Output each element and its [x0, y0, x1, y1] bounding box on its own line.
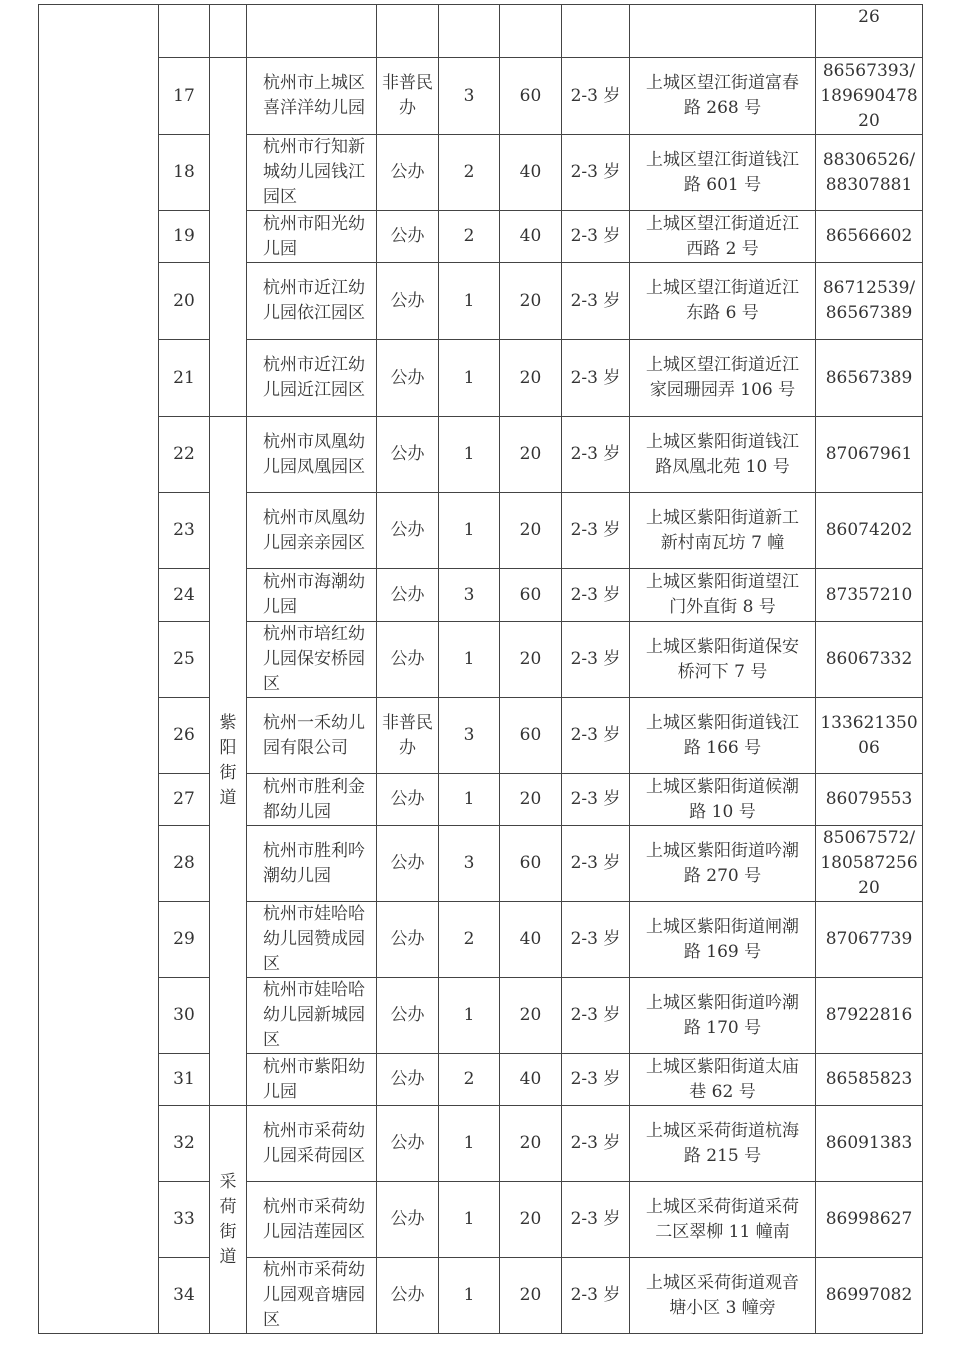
row-number: 23: [159, 493, 210, 569]
kindergarten-name: 杭州市紫阳幼儿园: [247, 1054, 377, 1106]
kindergarten-name: 杭州一禾幼儿园有限公司: [247, 698, 377, 774]
row-number: 33: [159, 1182, 210, 1258]
age-range: 2-3 岁: [562, 135, 630, 211]
class-count: 2: [439, 902, 500, 978]
type-cell: [377, 5, 439, 58]
table-row: [39, 1106, 923, 1182]
kindergarten-table: [38, 4, 923, 1334]
no-cell: [159, 5, 210, 58]
row-number: 24: [159, 569, 210, 622]
seat-count: 40: [500, 211, 562, 263]
table-row: [39, 135, 923, 211]
row-number: 32: [159, 1106, 210, 1182]
table-row: [39, 417, 923, 493]
seat-count: 60: [500, 826, 562, 902]
phone-number: 87357210: [816, 569, 923, 622]
school-type: 公办: [377, 1258, 439, 1334]
class-count: 1: [439, 340, 500, 417]
address-cell: [630, 5, 816, 58]
phone-cell: 26: [816, 5, 923, 58]
school-type: 公办: [377, 774, 439, 826]
address: 上城区望江街道近江家园珊园弄 106 号: [630, 340, 816, 417]
school-type: 公办: [377, 340, 439, 417]
address: 上城区望江街道近江西路 2 号: [630, 211, 816, 263]
row-number: 25: [159, 622, 210, 698]
age-range: 2-3 岁: [562, 774, 630, 826]
phone-number: 86712539/86567389: [816, 263, 923, 340]
address: 上城区望江街道近江东路 6 号: [630, 263, 816, 340]
age-range: 2-3 岁: [562, 493, 630, 569]
phone-number: 13362135006: [816, 698, 923, 774]
phone-number: 86091383: [816, 1106, 923, 1182]
school-type: 公办: [377, 826, 439, 902]
table-row: [39, 978, 923, 1054]
kindergarten-name: 杭州市娃哈哈幼儿园赞成园区: [247, 902, 377, 978]
school-type: 公办: [377, 263, 439, 340]
age-range: 2-3 岁: [562, 211, 630, 263]
class-count: 2: [439, 211, 500, 263]
table-row: [39, 1258, 923, 1334]
age-range: 2-3 岁: [562, 417, 630, 493]
class-count: 1: [439, 1182, 500, 1258]
phone-number: 86998627: [816, 1182, 923, 1258]
age-range: 2-3 岁: [562, 1258, 630, 1334]
seat-count: 40: [500, 135, 562, 211]
class-count: 1: [439, 417, 500, 493]
table-row: [39, 263, 923, 340]
kindergarten-name: 杭州市海潮幼儿园: [247, 569, 377, 622]
name-cell: [247, 5, 377, 58]
class-count: 1: [439, 774, 500, 826]
age-range: 2-3 岁: [562, 58, 630, 135]
seat-count: 60: [500, 698, 562, 774]
row-number: 30: [159, 978, 210, 1054]
kindergarten-name: 杭州市娃哈哈幼儿园新城园区: [247, 978, 377, 1054]
seat-count: 20: [500, 340, 562, 417]
seat-count: 20: [500, 1258, 562, 1334]
table-row-continued: [39, 5, 923, 58]
row-number: 18: [159, 135, 210, 211]
table-row: [39, 569, 923, 622]
table-row: [39, 902, 923, 978]
school-type: 公办: [377, 417, 439, 493]
district-cell: [39, 5, 159, 1334]
class-count: 1: [439, 1106, 500, 1182]
age-range: 2-3 岁: [562, 340, 630, 417]
age-cell: [562, 5, 630, 58]
row-number: 29: [159, 902, 210, 978]
table-row: [39, 493, 923, 569]
age-range: 2-3 岁: [562, 1054, 630, 1106]
seat-count: 20: [500, 493, 562, 569]
phone-number: 86585823: [816, 1054, 923, 1106]
address: 上城区紫阳街道闸潮路 169 号: [630, 902, 816, 978]
phone-number: 86074202: [816, 493, 923, 569]
seat-count: 20: [500, 1106, 562, 1182]
address: 上城区望江街道钱江路 601 号: [630, 135, 816, 211]
phone-number: 86067332: [816, 622, 923, 698]
seat-count: 40: [500, 1054, 562, 1106]
school-type: 非普民办: [377, 58, 439, 135]
class-count: 2: [439, 135, 500, 211]
row-number: 26: [159, 698, 210, 774]
class-count: 3: [439, 698, 500, 774]
address: 上城区紫阳街道新工新村南瓦坊 7 幢: [630, 493, 816, 569]
row-number: 17: [159, 58, 210, 135]
age-range: 2-3 岁: [562, 1106, 630, 1182]
seat-count: 20: [500, 263, 562, 340]
phone-number: 86567389: [816, 340, 923, 417]
address: 上城区望江街道富春路 268 号: [630, 58, 816, 135]
seat-count: 20: [500, 417, 562, 493]
row-number: 22: [159, 417, 210, 493]
table-row: [39, 1182, 923, 1258]
row-number: 34: [159, 1258, 210, 1334]
school-type: 公办: [377, 1106, 439, 1182]
phone-number: 85067572/18058725620: [816, 826, 923, 902]
table-row: [39, 622, 923, 698]
row-number: 21: [159, 340, 210, 417]
address: 上城区紫阳街道保安桥河下 7 号: [630, 622, 816, 698]
street-name: [210, 417, 247, 1106]
kindergarten-name: 杭州市胜利吟潮幼儿园: [247, 826, 377, 902]
age-range: 2-3 岁: [562, 978, 630, 1054]
row-number: 19: [159, 211, 210, 263]
age-range: 2-3 岁: [562, 622, 630, 698]
class-count: 1: [439, 493, 500, 569]
seat-count: 60: [500, 58, 562, 135]
street-name: [210, 58, 247, 417]
school-type: 非普民办: [377, 698, 439, 774]
seat-count: 40: [500, 902, 562, 978]
age-range: 2-3 岁: [562, 1182, 630, 1258]
table-row: [39, 774, 923, 826]
seat-count: 20: [500, 774, 562, 826]
class-count: 1: [439, 622, 500, 698]
class-count: 3: [439, 58, 500, 135]
kindergarten-name: 杭州市采荷幼儿园采荷园区: [247, 1106, 377, 1182]
phone-number: 87067739: [816, 902, 923, 978]
address: 上城区采荷街道采荷二区翠柳 11 幢南: [630, 1182, 816, 1258]
kindergarten-name: 杭州市近江幼儿园依江园区: [247, 263, 377, 340]
seat-count: 20: [500, 1182, 562, 1258]
street-label: 紫阳街道: [219, 713, 237, 808]
address: 上城区采荷街道杭海路 215 号: [630, 1106, 816, 1182]
table-row: [39, 211, 923, 263]
school-type: 公办: [377, 978, 439, 1054]
address: 上城区紫阳街道钱江路凤凰北苑 10 号: [630, 417, 816, 493]
age-range: 2-3 岁: [562, 569, 630, 622]
kindergarten-name: 杭州市胜利金都幼儿园: [247, 774, 377, 826]
table-row: [39, 826, 923, 902]
class-count: 1: [439, 263, 500, 340]
row-number: 20: [159, 263, 210, 340]
seat-count: 20: [500, 978, 562, 1054]
school-type: 公办: [377, 493, 439, 569]
address: 上城区紫阳街道候潮路 10 号: [630, 774, 816, 826]
kindergarten-name: 杭州市行知新城幼儿园钱江园区: [247, 135, 377, 211]
row-number: 28: [159, 826, 210, 902]
address: 上城区紫阳街道钱江路 166 号: [630, 698, 816, 774]
kindergarten-name: 杭州市凤凰幼儿园亲亲园区: [247, 493, 377, 569]
street-label: 采荷街道: [219, 1171, 237, 1267]
school-type: 公办: [377, 902, 439, 978]
kindergarten-name: 杭州市采荷幼儿园洁莲园区: [247, 1182, 377, 1258]
address: 上城区紫阳街道吟潮路 170 号: [630, 978, 816, 1054]
classes-cell: [439, 5, 500, 58]
table-row: [39, 698, 923, 774]
phone-number: 86567393/18969047820: [816, 58, 923, 135]
school-type: 公办: [377, 622, 439, 698]
row-number: 31: [159, 1054, 210, 1106]
kindergarten-name: 杭州市近江幼儿园近江园区: [247, 340, 377, 417]
school-type: 公办: [377, 1182, 439, 1258]
phone-number: 86997082: [816, 1258, 923, 1334]
seats-cell: [500, 5, 562, 58]
age-range: 2-3 岁: [562, 902, 630, 978]
seat-count: 60: [500, 569, 562, 622]
address: 上城区采荷街道观音塘小区 3 幢旁: [630, 1258, 816, 1334]
age-range: 2-3 岁: [562, 826, 630, 902]
phone-number: 86566602: [816, 211, 923, 263]
kindergarten-name: 杭州市培红幼儿园保安桥园区: [247, 622, 377, 698]
kindergarten-name: 杭州市凤凰幼儿园凤凰园区: [247, 417, 377, 493]
phone-number: 87067961: [816, 417, 923, 493]
age-range: 2-3 岁: [562, 698, 630, 774]
table-body: [39, 5, 923, 1334]
class-count: 3: [439, 826, 500, 902]
class-count: 3: [439, 569, 500, 622]
school-type: 公办: [377, 1054, 439, 1106]
street-cell: [210, 5, 247, 58]
table-row: [39, 1054, 923, 1106]
kindergarten-name: 杭州市采荷幼儿园观音塘园区: [247, 1258, 377, 1334]
table-row: [39, 340, 923, 417]
school-type: 公办: [377, 211, 439, 263]
phone-number: 86079553: [816, 774, 923, 826]
class-count: 2: [439, 1054, 500, 1106]
age-range: 2-3 岁: [562, 263, 630, 340]
row-number: 27: [159, 774, 210, 826]
class-count: 1: [439, 978, 500, 1054]
kindergarten-name: 杭州市上城区喜洋洋幼儿园: [247, 58, 377, 135]
kindergarten-name: 杭州市阳光幼儿园: [247, 211, 377, 263]
class-count: 1: [439, 1258, 500, 1334]
address: 上城区紫阳街道望江门外直街 8 号: [630, 569, 816, 622]
school-type: 公办: [377, 569, 439, 622]
address: 上城区紫阳街道吟潮路 270 号: [630, 826, 816, 902]
phone-number: 88306526/88307881: [816, 135, 923, 211]
seat-count: 20: [500, 622, 562, 698]
phone-number: 87922816: [816, 978, 923, 1054]
table-row: [39, 58, 923, 135]
street-name: [210, 1106, 247, 1334]
school-type: 公办: [377, 135, 439, 211]
address: 上城区紫阳街道太庙巷 62 号: [630, 1054, 816, 1106]
